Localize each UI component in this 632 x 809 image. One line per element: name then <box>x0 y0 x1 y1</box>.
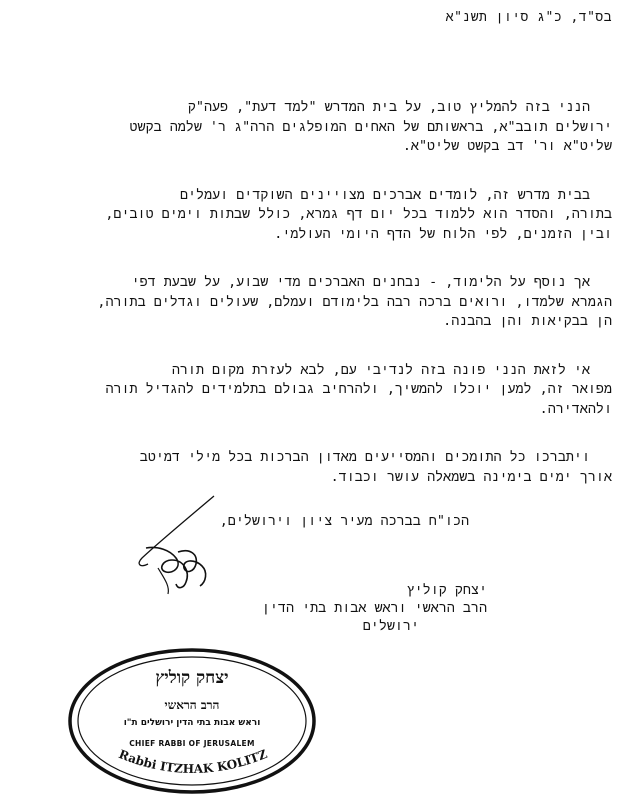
official-stamp <box>66 646 318 796</box>
letter-body <box>10 98 612 487</box>
paragraph-line: ובין הזמנים, לפי הלוח של הדף היומי העולמי. <box>274 226 612 242</box>
stamp-name-hebrew: יצחק קוליץ <box>155 668 229 688</box>
handwritten-signature <box>118 488 238 598</box>
stamp-title-hebrew: הרב הראשי <box>164 698 220 712</box>
paragraph-line: ירושלים תובב"א, בראשותם של האחים המופלגים הרה"ג ר' שלמה בקשט <box>129 119 612 135</box>
signer-block <box>262 582 487 636</box>
paragraph-appeal <box>10 361 612 420</box>
paragraph-line: הן בבקיאות והן בהבנה. <box>443 314 612 329</box>
signer-city: ירושלים <box>362 619 419 634</box>
letter-date: בס"ד, כ"ג סיון תשנ"א <box>445 10 612 25</box>
paragraph-line: אי לזאת הנני פונה בזה לנדיבי עם, לבא לעזרת מקום תורה <box>171 362 590 378</box>
paragraph-line: אך נוסף על הלימוד, - נבחנים האברכים מדי שבוע, על שבעת דפי <box>131 275 590 290</box>
paragraph-line: בתורה, והסדר הוא ללמוד בכל יום דף גמרא, כולל שבתות וימים טובים, <box>105 207 612 222</box>
paragraph-line: בבית מדרש זה, לומדים אברכים מצויינים השוקדים ועמלים <box>179 187 590 203</box>
paragraph-recommendation <box>10 98 612 157</box>
paragraph-line: ולהאדירה. <box>539 401 612 417</box>
paragraph-line: הגמרא שלמדו, ורואים ברכה רבה בלימודם ועמלם, שעולים וגדלים בתורה, <box>97 294 612 310</box>
stamp-title-english: CHIEF RABBI OF JERUSALEM <box>129 739 255 748</box>
paragraph-line: ויתברכו כל התומכים והמסייעים מאדון הברכות בכל מילי דמיטב <box>139 450 590 465</box>
paragraph-blessing <box>10 448 612 487</box>
signer-title: הרב הראשי וראש אבות בתי הדין <box>261 601 487 616</box>
paragraph-weekly-exams <box>10 273 612 332</box>
closing-line: הכו"ח בברכה מעיר ציון וירושלים, <box>219 514 469 529</box>
stamp-name-english: Rabbi ITZHAK KOLITZ <box>116 746 270 777</box>
paragraph-line: שליט"א ור' דב בקשט שליט"א. <box>402 139 612 154</box>
stamp-subtitle-hebrew: וראש אבות בתי הדין ירושלים ת"ו <box>123 718 261 728</box>
signer-name: יצחק קוליץ <box>406 583 487 598</box>
paragraph-line: מפואר זה, למען יוכלו להמשיך, ולהרחיב גבולם בתלמידים להגדיל תורה <box>105 382 612 397</box>
paragraph-line: אורך ימים בימינה בשמאלה עושר וכבוד. <box>330 469 612 485</box>
paragraph-study-schedule <box>10 186 612 245</box>
paragraph-line: הנני בזה להמליץ טוב, על בית המדרש "למד דעת", פעה"ק <box>187 100 590 115</box>
